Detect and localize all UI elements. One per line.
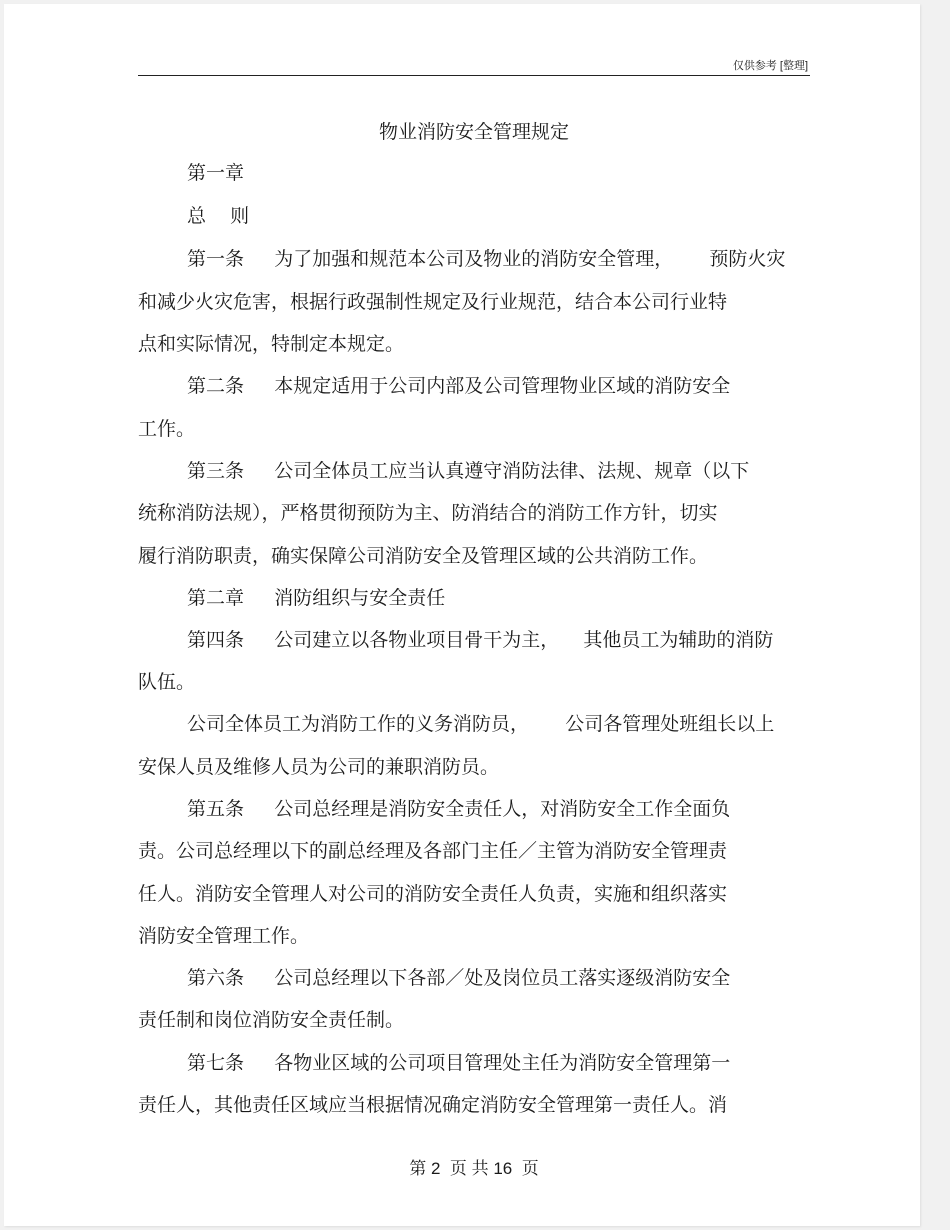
article-6-line-2: 责任制和岗位消防安全责任制。	[138, 1009, 405, 1031]
chapter-heading-1: 第一章	[187, 162, 245, 184]
chapter-heading-2: 第二章 消防组织与安全责任	[187, 587, 446, 609]
page-number-footer: 第 2 页 共 16 页	[409, 1159, 539, 1178]
article-4-line-2: 队伍。	[138, 671, 196, 693]
paragraph-volunteer-line-1: 公司全体员工为消防工作的义务消防员， 公司各管理处班组长以上	[187, 713, 775, 735]
article-5-line-4: 消防安全管理工作。	[138, 925, 310, 947]
paragraph-volunteer-line-2: 安保人员及维修人员为公司的兼职消防员。	[138, 756, 500, 778]
article-5-line-3: 任人。消防安全管理人对公司的消防安全责任人负责，实施和组织落实	[138, 883, 728, 905]
article-3-line-3: 履行消防职责，确实保障公司消防安全及管理区域的公共消防工作。	[138, 545, 709, 567]
article-1-line-3: 点和实际情况，特制定本规定。	[138, 333, 405, 355]
article-1-line-1: 第一条 为了加强和规范本公司及物业的消防安全管理， 预防火灾	[187, 248, 786, 270]
article-3-line-2: 统称消防法规），严格贯彻预防为主、防消结合的消防工作方针，切实	[138, 502, 718, 524]
page-header	[138, 55, 810, 76]
article-7-line-2: 责任人，其他责任区域应当根据情况确定消防安全管理第一责任人。消	[138, 1094, 728, 1116]
document-title: 物业消防安全管理规定	[378, 121, 569, 143]
article-3-line-1: 第三条 公司全体员工应当认真遵守消防法律、法规、规章（以下	[187, 460, 750, 482]
article-2-line-1: 第二条 本规定适用于公司内部及公司管理物业区域的消防安全	[187, 375, 731, 397]
article-5-line-1: 第五条 公司总经理是消防安全责任人，对消防安全工作全面负	[187, 798, 731, 820]
article-5-line-2: 责。公司总经理以下的副总经理及各部门主任／主管为消防安全管理责	[138, 840, 728, 862]
header-label: 仅供参考 [整理]	[732, 60, 808, 72]
section-heading-general: 总 则	[187, 205, 250, 227]
article-6-line-1: 第六条 公司总经理以下各部／处及岗位员工落实逐级消防安全	[187, 967, 731, 989]
article-1-line-2: 和减少火灾危害，根据行政强制性规定及行业规范，结合本公司行业特	[138, 291, 728, 313]
article-7-line-1: 第七条 各物业区域的公司项目管理处主任为消防安全管理第一	[187, 1052, 731, 1074]
article-2-line-2: 工作。	[138, 418, 196, 440]
article-4-line-1: 第四条 公司建立以各物业项目骨干为主， 其他员工为辅助的消防	[187, 629, 774, 651]
document-page	[4, 4, 920, 1226]
